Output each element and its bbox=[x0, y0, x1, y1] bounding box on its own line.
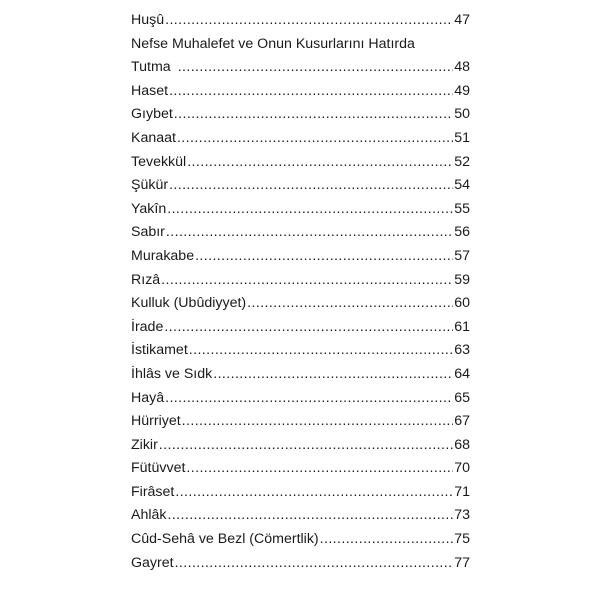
dot-leader bbox=[195, 245, 453, 269]
toc-entry-title: Hürriyet bbox=[131, 413, 181, 430]
toc-entry[interactable] bbox=[131, 127, 470, 151]
toc-entry-page: 57 bbox=[454, 247, 470, 264]
toc-entry-page: 68 bbox=[454, 436, 470, 453]
toc-entry[interactable] bbox=[131, 410, 470, 434]
toc-entry-title: Nefse Muhalefet ve Onun Kusurlarını Hatırda bbox=[131, 35, 415, 52]
toc-entry[interactable] bbox=[131, 434, 470, 458]
toc-entry-title: Hayâ bbox=[131, 389, 165, 406]
toc-entry-page: 56 bbox=[454, 224, 470, 241]
toc-entry[interactable] bbox=[131, 552, 470, 576]
toc-entry-title: Firâset bbox=[131, 483, 175, 500]
toc-entry-page: 54 bbox=[454, 177, 470, 194]
toc-entry-title: İstikamet bbox=[131, 342, 188, 359]
toc-entry-page: 67 bbox=[454, 413, 470, 430]
dot-leader bbox=[320, 528, 454, 552]
toc-entry-title: Sabır bbox=[131, 224, 165, 241]
toc-entry-page: 55 bbox=[454, 200, 470, 217]
toc-entry-title: Gayret bbox=[131, 554, 174, 571]
toc-entry-page: 52 bbox=[454, 153, 470, 170]
toc-entry-title: Tutma bbox=[131, 59, 171, 76]
toc-entry-title: Kulluk (Ubûdiyyet) bbox=[131, 295, 247, 312]
toc-entry-page: 63 bbox=[454, 342, 470, 359]
toc-entry[interactable] bbox=[131, 292, 470, 316]
dot-leader bbox=[189, 339, 453, 363]
dot-leader bbox=[187, 151, 453, 175]
toc-entry[interactable] bbox=[131, 363, 470, 387]
toc-entry[interactable] bbox=[131, 221, 470, 245]
toc-entry-title: Murakabe bbox=[131, 247, 195, 264]
toc-entry-title: Haset bbox=[131, 82, 169, 99]
dot-leader bbox=[174, 103, 453, 127]
dot-leader bbox=[159, 434, 453, 458]
dot-leader bbox=[167, 198, 453, 222]
toc-entry[interactable] bbox=[131, 56, 470, 80]
toc-entry[interactable] bbox=[131, 316, 470, 340]
toc-entry[interactable] bbox=[131, 245, 470, 269]
dot-leader bbox=[161, 269, 453, 293]
dot-leader bbox=[247, 292, 453, 316]
dot-leader bbox=[182, 410, 454, 434]
toc-entry[interactable] bbox=[131, 103, 470, 127]
dot-leader bbox=[165, 9, 453, 33]
toc-entry-page: 70 bbox=[454, 460, 470, 477]
dot-leader bbox=[178, 56, 454, 80]
table-of-contents bbox=[131, 9, 470, 575]
toc-entry-title: Şükür bbox=[131, 177, 169, 194]
dot-leader bbox=[164, 316, 453, 340]
toc-entry-title: Tevekkül bbox=[131, 153, 187, 170]
dot-leader bbox=[168, 504, 454, 528]
toc-entry-title: Cûd-Sehâ ve Bezl (Cömertlik) bbox=[131, 531, 319, 548]
toc-entry-page: 50 bbox=[454, 106, 470, 123]
toc-entry-heading-line[interactable] bbox=[131, 33, 470, 57]
toc-entry-title: Zikir bbox=[131, 436, 158, 453]
dot-leader bbox=[175, 552, 454, 576]
toc-entry-title: Ahlâk bbox=[131, 507, 167, 524]
toc-entry-title: Huşû bbox=[131, 12, 165, 28]
toc-entry[interactable] bbox=[131, 9, 470, 33]
toc-entry-page: 60 bbox=[454, 295, 470, 312]
dot-leader bbox=[169, 80, 453, 104]
toc-entry-title: İrade bbox=[131, 318, 164, 335]
toc-entry-page: 61 bbox=[454, 318, 470, 335]
toc-entry[interactable] bbox=[131, 151, 470, 175]
dot-leader bbox=[169, 174, 453, 198]
toc-entry-page: 65 bbox=[454, 389, 470, 406]
toc-entry-title: Kanaat bbox=[131, 129, 176, 146]
toc-entry[interactable] bbox=[131, 528, 470, 552]
toc-entry[interactable] bbox=[131, 339, 470, 363]
dot-leader bbox=[177, 127, 453, 151]
toc-entry-title: Gıybet bbox=[131, 106, 173, 123]
dot-leader bbox=[175, 481, 453, 505]
toc-entry[interactable] bbox=[131, 457, 470, 481]
toc-entry-page: 48 bbox=[454, 59, 470, 76]
toc-entry[interactable] bbox=[131, 174, 470, 198]
toc-entry-title: Rızâ bbox=[131, 271, 161, 288]
toc-entry-page: 71 bbox=[454, 483, 470, 500]
toc-entry-title: Yakîn bbox=[131, 200, 167, 217]
toc-entry-title: İhlâs ve Sıdk bbox=[131, 365, 213, 382]
toc-entry-page: 51 bbox=[454, 129, 470, 146]
toc-entry-page: 73 bbox=[454, 507, 470, 524]
toc-entry-page: 49 bbox=[454, 82, 470, 99]
toc-entry-page: 59 bbox=[454, 271, 470, 288]
toc-entry-page: 47 bbox=[454, 12, 470, 28]
toc-entry[interactable] bbox=[131, 387, 470, 411]
toc-entry[interactable] bbox=[131, 198, 470, 222]
toc-entry-page: 75 bbox=[454, 531, 470, 548]
dot-leader bbox=[165, 387, 453, 411]
toc-entry-page: 77 bbox=[454, 554, 470, 571]
dot-leader bbox=[166, 221, 453, 245]
toc-entry[interactable] bbox=[131, 269, 470, 293]
toc-entry[interactable] bbox=[131, 504, 470, 528]
dot-leader bbox=[213, 363, 453, 387]
toc-entry-page: 64 bbox=[454, 365, 470, 382]
toc-entry[interactable] bbox=[131, 80, 470, 104]
toc-entry[interactable] bbox=[131, 481, 470, 505]
dot-leader bbox=[186, 457, 453, 481]
toc-entry-title: Fütüvvet bbox=[131, 460, 186, 477]
